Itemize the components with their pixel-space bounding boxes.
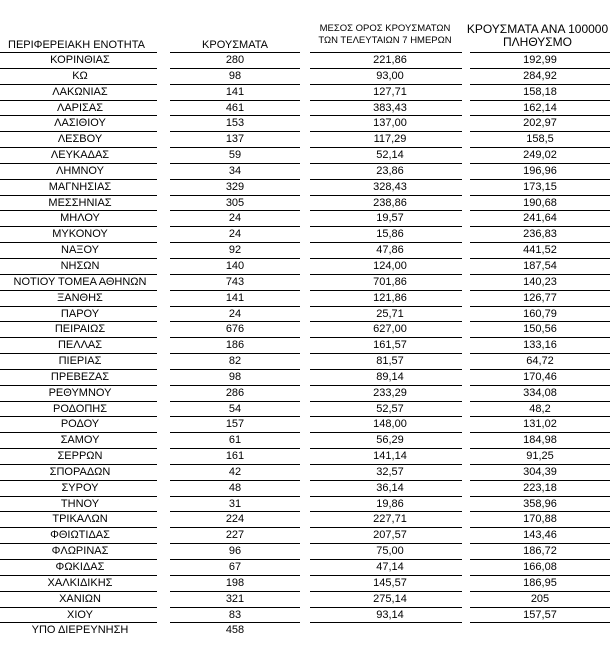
cell-per: 304,39	[523, 465, 557, 478]
cell-cases: 137	[225, 133, 245, 146]
cell-region: ΚΩ	[72, 69, 88, 82]
cell-region: ΛΗΜΝΟΥ	[56, 164, 104, 177]
header-per-line2: ΠΛΗΘΥΣΜΟ	[502, 35, 573, 49]
table-row	[0, 275, 614, 291]
cell-per: 190,68	[523, 196, 557, 209]
cell-avg: 383,43	[373, 101, 407, 114]
cell-region: ΛΑΚΩΝΙΑΣ	[52, 85, 108, 98]
cell-avg: 221,86	[373, 54, 407, 66]
cell-cases: 458	[225, 624, 245, 637]
cell-per: 441,52	[523, 244, 557, 257]
table-row	[0, 433, 614, 449]
cell-cases: 224	[225, 513, 245, 526]
cell-per: 223,18	[523, 481, 557, 494]
cell-avg: 19,86	[376, 497, 404, 510]
header-region: ΠΕΡΙΦΕΡΕΙΑΚΗ ΕΝΟΤΗΤΑ	[8, 39, 145, 51]
cell-region: ΦΛΩΡΙΝΑΣ	[51, 545, 109, 558]
cell-cases: 67	[228, 561, 242, 573]
table-row	[0, 338, 614, 354]
cell-cases: 96	[228, 545, 242, 558]
table-row	[0, 85, 614, 101]
cell-region: ΣΥΡΟΥ	[61, 481, 99, 494]
cell-cases: 305	[225, 196, 245, 209]
cell-per: 131,02	[523, 418, 557, 431]
cell-avg: 23,86	[376, 164, 404, 177]
table-row	[0, 69, 614, 85]
table-row	[0, 512, 614, 528]
cell-avg: 75,00	[376, 545, 404, 558]
table-row	[0, 101, 614, 117]
table-row	[0, 132, 614, 148]
cell-per: 170,46	[523, 370, 557, 383]
table-row	[0, 196, 614, 212]
cell-per: 249,02	[523, 149, 557, 162]
cell-region: ΣΠΟΡΑΔΩΝ	[49, 465, 111, 478]
cell-avg: 89,14	[376, 370, 404, 383]
cell-region: ΡΟΔΟΠΗΣ	[52, 402, 108, 415]
cell-cases: 157	[225, 418, 245, 431]
table-row	[0, 497, 614, 513]
cell-avg: 233,29	[373, 386, 407, 399]
cell-cases: 83	[228, 608, 242, 621]
cell-per: 133,16	[523, 339, 557, 352]
cell-per: 173,15	[523, 180, 557, 193]
header-avg-line1: ΜΕΣΟΣ ΟΡΟΣ ΚΡΟΥΣΜΑΤΩΝ	[319, 23, 451, 34]
cell-avg: 328,43	[373, 180, 407, 193]
cell-per: 166,08	[523, 561, 557, 573]
cell-avg: 121,86	[373, 291, 407, 304]
cell-per: 358,96	[523, 497, 557, 510]
cell-avg: 15,86	[376, 228, 404, 241]
cell-avg: 93,14	[376, 608, 404, 621]
cell-per: 202,97	[523, 117, 557, 130]
cell-cases: 141	[225, 291, 245, 304]
cell-per: 126,77	[523, 291, 557, 304]
cell-avg: 275,14	[373, 592, 407, 605]
table-row	[0, 560, 614, 576]
cell-region: ΧΑΝΙΩΝ	[59, 592, 101, 605]
table-row	[0, 259, 614, 275]
cell-cases: 743	[225, 275, 245, 288]
cell-avg: 227,71	[373, 513, 407, 526]
cell-per: 184,98	[523, 434, 557, 447]
cell-avg: 36,14	[376, 481, 404, 494]
cell-per: 158,5	[526, 133, 554, 146]
cell-cases: 48	[228, 481, 242, 494]
cell-region: ΥΠΟ ΔΙΕΡΕΥΝΗΣΗ	[31, 624, 129, 637]
cell-region: ΠΑΡΟΥ	[60, 307, 100, 320]
cell-avg: 81,57	[376, 355, 404, 368]
header-avg	[300, 23, 470, 47]
cell-per: 334,08	[523, 386, 557, 399]
cell-cases: 676	[225, 323, 245, 336]
table-row	[0, 180, 614, 196]
cell-cases: 61	[228, 434, 242, 447]
cell-region: ΣΕΡΡΩΝ	[57, 450, 103, 463]
cell-per: 143,46	[523, 529, 557, 542]
cell-cases: 321	[225, 592, 245, 605]
cell-cases: 59	[228, 149, 242, 162]
cell-per: 170,88	[523, 513, 557, 526]
header-per-line1: ΚΡΟΥΣΜΑΤΑ ΑΝΑ 100000	[466, 22, 609, 36]
table-row	[0, 148, 614, 164]
cell-region: ΠΕΛΛΑΣ	[57, 339, 103, 352]
cell-cases: 286	[225, 386, 245, 399]
cell-per: 91,25	[526, 450, 554, 463]
table-row	[0, 322, 614, 338]
cell-region: ΠΙΕΡΙΑΣ	[58, 355, 102, 368]
cell-per: 162,14	[523, 101, 557, 114]
cell-per: 140,23	[523, 275, 557, 288]
table-body	[0, 53, 614, 639]
cell-region: ΛΕΥΚΑΔΑΣ	[50, 149, 110, 162]
table-row	[0, 370, 614, 386]
table-row	[0, 544, 614, 560]
cell-per: 205	[530, 592, 550, 605]
cell-cases: 227	[225, 529, 245, 542]
cell-avg: 127,71	[373, 85, 407, 98]
cell-avg: 207,57	[373, 529, 407, 542]
cell-per: 186,95	[523, 576, 557, 589]
cell-region: ΣΑΜΟΥ	[60, 434, 100, 447]
cell-per: 64,72	[526, 355, 554, 368]
cell-region: ΞΑΝΘΗΣ	[57, 291, 103, 304]
cell-avg: 32,57	[376, 465, 404, 478]
cell-region: ΡΕΘΥΜΝΟΥ	[48, 386, 112, 399]
cell-per: 186,72	[523, 545, 557, 558]
cell-cases: 24	[228, 307, 242, 320]
table-row	[0, 53, 614, 69]
cell-region: ΠΡΕΒΕΖΑΣ	[50, 370, 110, 383]
cell-avg: 47,14	[376, 561, 404, 573]
cell-cases: 186	[225, 339, 245, 352]
cell-avg: 52,57	[376, 402, 404, 415]
table-row	[0, 592, 614, 608]
cell-per: 236,83	[523, 228, 557, 241]
table-row	[0, 307, 614, 323]
cell-region: ΝΗΣΩΝ	[60, 259, 100, 272]
cell-avg: 52,14	[376, 149, 404, 162]
cell-per: 158,18	[523, 85, 557, 98]
cell-cases: 98	[228, 69, 242, 82]
cell-cases: 329	[225, 180, 245, 193]
cell-region: ΛΕΣΒΟΥ	[57, 133, 103, 146]
table-row	[0, 417, 614, 433]
cell-region: ΜΕΣΣΗΝΙΑΣ	[48, 196, 112, 209]
cell-region: ΦΩΚΙΔΑΣ	[55, 561, 105, 573]
cell-region: ΛΑΣΙΘΙΟΥ	[54, 117, 106, 130]
cell-avg: 627,00	[373, 323, 407, 336]
cell-region: ΤΗΝΟΥ	[60, 497, 100, 510]
cell-cases: 153	[225, 117, 245, 130]
header-avg-line2: ΤΩΝ ΤΕΛΕΥΤΑΙΩΝ 7 ΗΜΕΡΩΝ	[318, 35, 452, 46]
cell-avg: 238,86	[373, 196, 407, 209]
cell-cases: 34	[228, 164, 242, 177]
cell-per: 160,79	[523, 307, 557, 320]
cell-per: 187,54	[523, 259, 557, 272]
cell-cases: 31	[228, 497, 242, 510]
cell-region: ΝΑΞΟΥ	[61, 244, 99, 257]
cell-per: 284,92	[523, 69, 557, 82]
cell-cases: 280	[225, 54, 245, 66]
cell-avg: 124,00	[373, 259, 407, 272]
cell-cases: 54	[228, 402, 242, 415]
table-row	[0, 211, 614, 227]
cell-per: 196,96	[523, 164, 557, 177]
cell-avg: 117,29	[373, 133, 407, 146]
cell-avg: 19,57	[376, 212, 404, 225]
table-row	[0, 465, 614, 481]
cell-avg: 93,00	[376, 69, 404, 82]
cell-region: ΧΙΟΥ	[67, 608, 93, 621]
cell-region: ΚΟΡΙΝΘΙΑΣ	[50, 54, 110, 66]
header-per	[455, 23, 614, 49]
cell-region: ΜΗΛΟΥ	[60, 212, 100, 225]
cell-cases: 24	[228, 228, 242, 241]
header-cases: ΚΡΟΥΣΜΑΤΑ	[202, 39, 268, 51]
cell-per: 157,57	[523, 608, 557, 621]
table-row	[0, 481, 614, 497]
cell-per: 241,64	[523, 212, 557, 225]
table-row	[0, 576, 614, 592]
cell-region: ΤΡΙΚΑΛΩΝ	[52, 513, 108, 526]
cell-avg: 148,00	[373, 418, 407, 431]
cell-avg: 141,14	[373, 450, 407, 463]
cell-region: ΜΥΚΟΝΟΥ	[52, 228, 108, 241]
table-row	[0, 528, 614, 544]
cell-cases: 24	[228, 212, 242, 225]
cell-cases: 161	[225, 450, 245, 463]
table-row	[0, 354, 614, 370]
table-row	[0, 164, 614, 180]
cell-region: ΧΑΛΚΙΔΙΚΗΣ	[47, 576, 113, 589]
table-row	[0, 623, 614, 639]
cell-cases: 42	[228, 465, 242, 478]
cell-per: 150,56	[523, 323, 557, 336]
cell-cases: 92	[228, 244, 242, 257]
table-row	[0, 449, 614, 465]
cell-avg: 161,57	[373, 339, 407, 352]
cell-region: ΜΑΓΝΗΣΙΑΣ	[48, 180, 112, 193]
cell-per: 192,99	[523, 54, 557, 66]
cell-avg: 25,71	[376, 307, 404, 320]
table-row	[0, 386, 614, 402]
cell-avg: 145,57	[373, 576, 407, 589]
cell-avg: 701,86	[373, 275, 407, 288]
table-row	[0, 402, 614, 418]
cell-cases: 140	[225, 259, 245, 272]
cell-cases: 82	[228, 355, 242, 368]
cell-per: 48,2	[529, 402, 551, 415]
table-row	[0, 116, 614, 132]
cell-region: ΛΑΡΙΣΑΣ	[56, 101, 103, 114]
table-row	[0, 227, 614, 243]
cell-region: ΠΕΙΡΑΙΩΣ	[54, 323, 106, 336]
cell-cases: 141	[225, 85, 245, 98]
cell-cases: 461	[225, 101, 245, 114]
cell-avg: 137,00	[373, 117, 407, 130]
table-row	[0, 291, 614, 307]
table-row	[0, 608, 614, 624]
cell-cases: 98	[228, 370, 242, 383]
cell-region: ΦΘΙΩΤΙΔΑΣ	[50, 529, 110, 542]
cell-avg: 56,29	[376, 434, 404, 447]
cell-cases: 198	[225, 576, 245, 589]
cell-avg: 47,86	[376, 244, 404, 257]
cell-region: ΡΟΔΟΥ	[60, 418, 100, 431]
cell-region: ΝΟΤΙΟΥ ΤΟΜΕΑ ΑΘΗΝΩΝ	[13, 275, 147, 288]
table-row	[0, 243, 614, 259]
